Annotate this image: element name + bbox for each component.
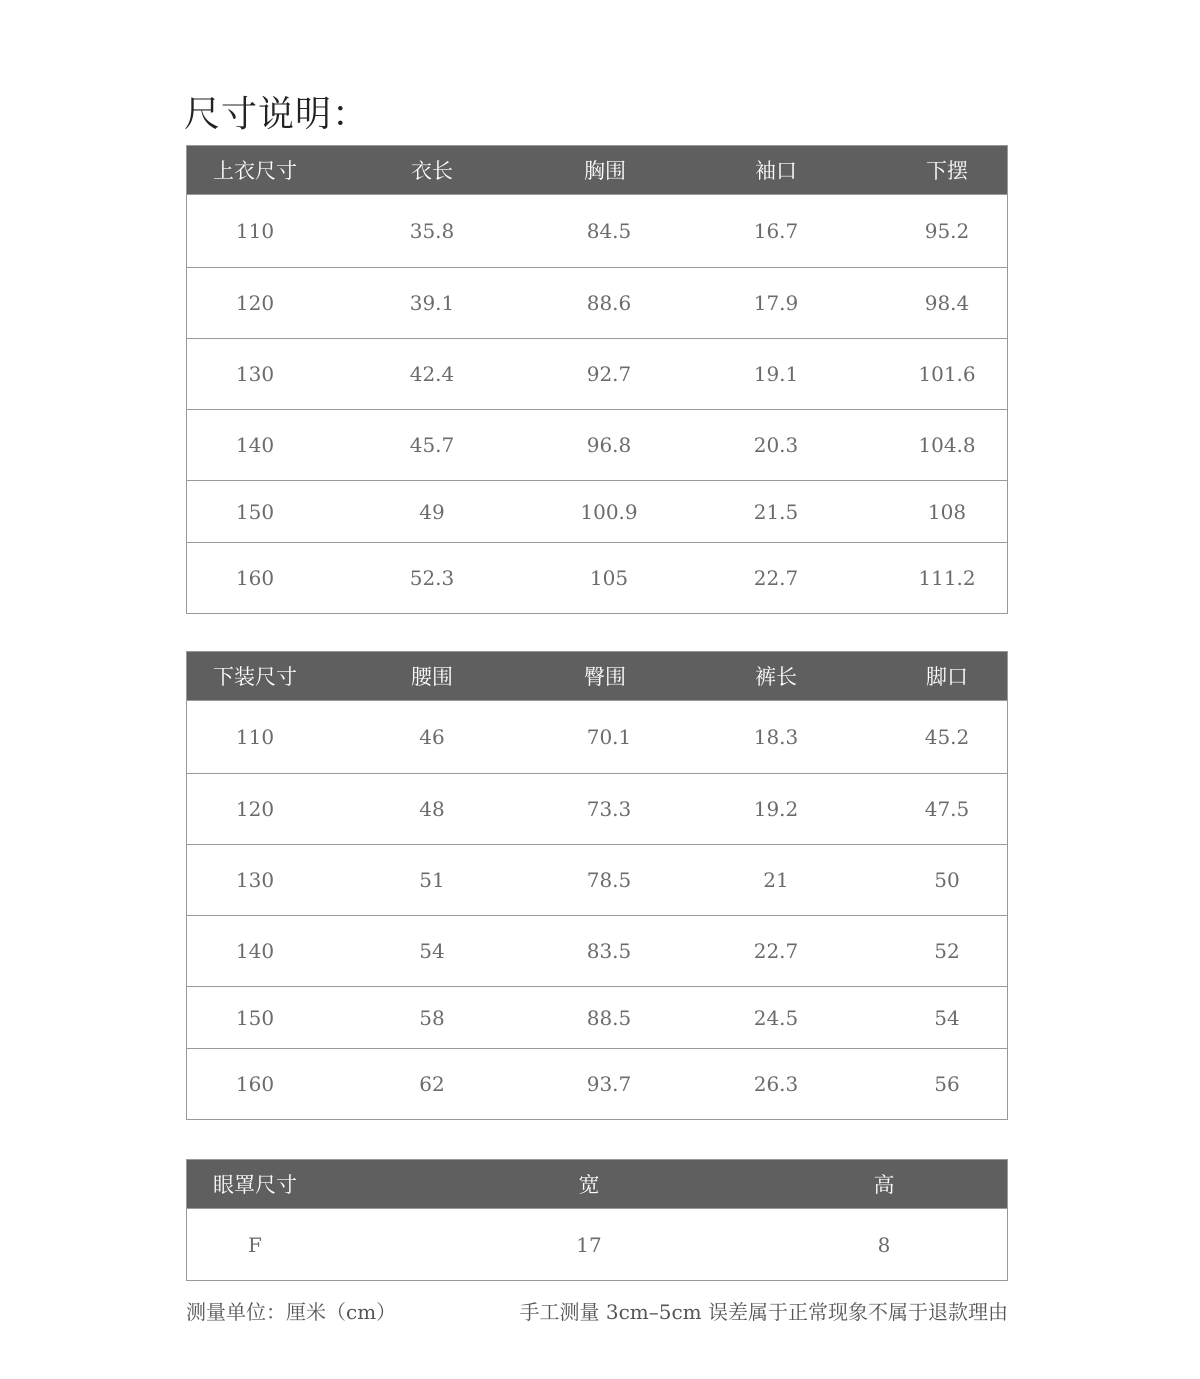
table-cell: 83.5 [586,939,632,963]
header-cell: 下摆 [926,159,968,183]
table-cell: 22.7 [753,939,799,963]
header-cell: 上衣尺寸 [213,159,297,183]
table-cell: 105 [589,566,629,590]
header-cell: 下装尺寸 [213,665,297,689]
table-row [187,194,1007,267]
table-cell: 19.1 [753,362,799,386]
table-cell: 140 [235,433,275,457]
table-row [187,267,1007,338]
table-cell: 47.5 [924,797,970,821]
table-row [187,700,1007,773]
table-cell: 17 [576,1232,602,1257]
table-cell: 35.8 [409,219,455,243]
table-cell: 108 [927,499,967,524]
table-cell: 88.6 [586,291,632,315]
header-cell: 眼罩尺寸 [213,1173,297,1197]
measurement-disclaimer: 手工测量 3cm–5cm 误差属于正常现象不属于退款理由 [519,1300,1008,1324]
eye-mask-size-table [186,1159,1008,1281]
table-cell: 120 [235,291,275,315]
table-row [187,1208,1007,1280]
table-cell: 130 [235,868,275,892]
table-cell: 111.2 [918,566,976,590]
table-cell: 130 [235,362,275,386]
table-cell: 92.7 [586,362,632,386]
header-cell: 臀围 [584,665,626,689]
table-row [187,773,1007,844]
header-cell: 袖口 [755,159,797,183]
table-cell: 48 [419,797,445,821]
header-cell: 胸围 [584,159,626,183]
table-cell: 26.3 [753,1072,799,1096]
table-cell: 21.5 [753,499,799,524]
table-cell: 100.9 [580,499,638,524]
table-cell: 95.2 [924,219,970,243]
table-header [187,1160,1007,1208]
table-cell: 24.5 [753,1005,799,1030]
header-cell: 裤长 [755,665,797,689]
table-cell: 22.7 [753,566,799,590]
table-cell: 150 [235,1005,275,1030]
table-cell: 62 [419,1072,445,1096]
table-cell: 93.7 [586,1072,632,1096]
table-cell: 39.1 [409,291,455,315]
table-cell: 96.8 [586,433,632,457]
table-cell: 46 [419,725,445,749]
unit-note: 测量单位：厘米（cm） [186,1300,397,1324]
header-cell: 腰围 [411,665,453,689]
table-cell: 110 [235,725,275,749]
table-cell: 8 [877,1232,891,1257]
table-cell: 21 [763,868,789,892]
table-cell: 160 [235,1072,275,1096]
table-header [187,652,1007,700]
table-cell: 110 [235,219,275,243]
table-cell: 140 [235,939,275,963]
header-cell: 衣长 [411,159,453,183]
table-row [187,915,1007,986]
page-title: 尺寸说明： [184,94,370,135]
table-cell: 101.6 [918,362,976,386]
table-cell: 58 [419,1005,445,1030]
table-cell: 51 [419,868,445,892]
table-row [187,986,1007,1048]
table-cell: 45.2 [924,725,970,749]
table-row [187,409,1007,480]
table-cell: 98.4 [924,291,970,315]
table-header [187,146,1007,194]
table-cell: 150 [235,499,275,524]
table-cell: 160 [235,566,275,590]
top-size-table [186,145,1008,614]
header-cell: 脚口 [926,665,968,689]
table-cell: 19.2 [753,797,799,821]
table-cell: F [248,1232,262,1257]
table-cell: 84.5 [586,219,632,243]
table-cell: 20.3 [753,433,799,457]
table-cell: 73.3 [586,797,632,821]
table-cell: 17.9 [753,291,799,315]
table-row [187,542,1007,613]
table-cell: 54 [934,1005,960,1030]
header-cell: 高 [873,1173,895,1197]
table-cell: 16.7 [753,219,799,243]
table-cell: 78.5 [586,868,632,892]
table-row [187,844,1007,915]
table-cell: 54 [419,939,445,963]
table-row [187,1048,1007,1119]
table-cell: 42.4 [409,362,455,386]
table-cell: 50 [934,868,960,892]
table-cell: 104.8 [918,433,976,457]
table-cell: 88.5 [586,1005,632,1030]
table-cell: 52.3 [409,566,455,590]
table-row [187,480,1007,542]
table-cell: 49 [419,499,445,524]
table-cell: 56 [934,1072,960,1096]
table-cell: 70.1 [586,725,632,749]
table-cell: 45.7 [409,433,455,457]
header-cell: 宽 [578,1173,600,1197]
table-cell: 120 [235,797,275,821]
table-row [187,338,1007,409]
bottom-size-table [186,651,1008,1120]
table-cell: 52 [934,939,960,963]
table-cell: 18.3 [753,725,799,749]
